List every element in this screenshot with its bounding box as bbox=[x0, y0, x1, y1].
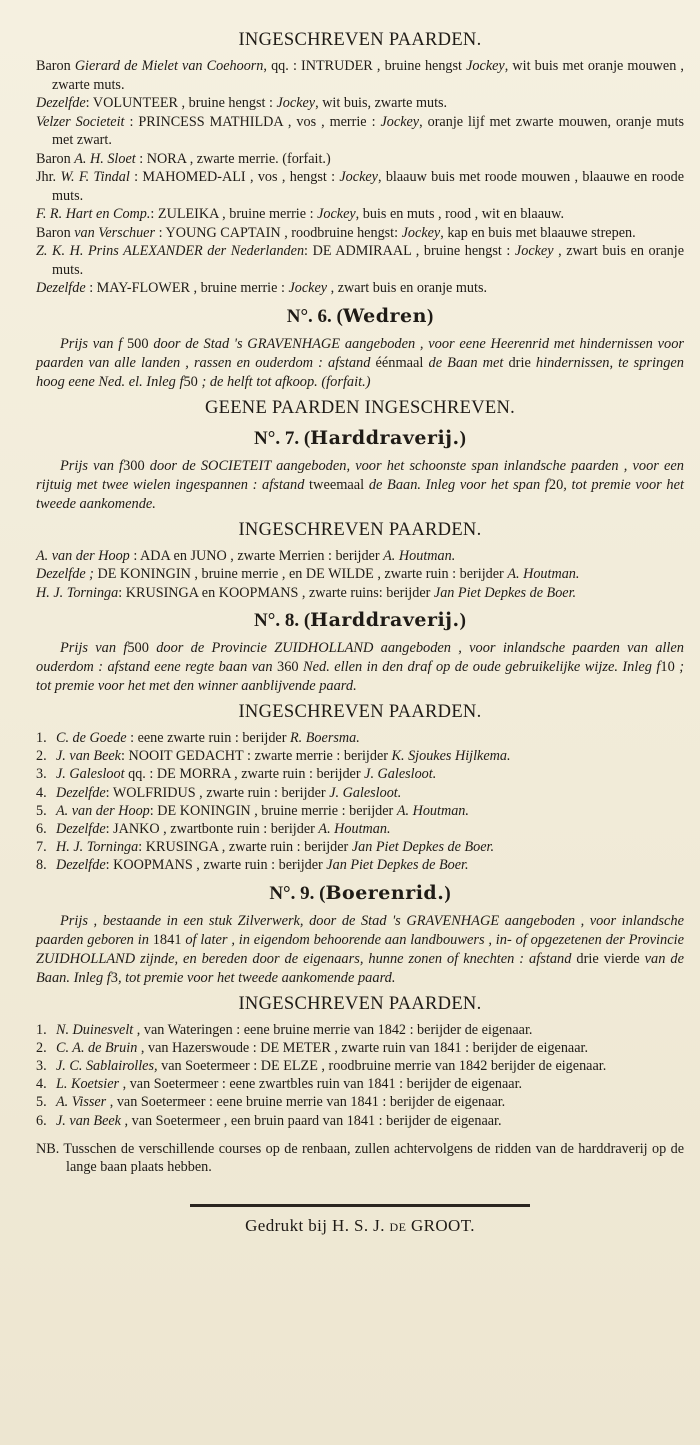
list-item: 5. A. van der Hoop: DE KONINGIN , bruine merrie : berijder A. Houtman. bbox=[36, 802, 469, 819]
race-6-description: Prijs van f 500 door de Stad 's GRAVENHAGE aangeboden , voor eene Heerenrid met hindernissen voor paarden van alle landen , rassen en ouderdom : afstand éénmaal de Baan met drie hindernissen, te springen hoog eene Ned. el. Inleg f50 ; de helft tot afkoop. (forfait.) bbox=[36, 335, 684, 390]
entry-row: Baron van Verschuer : YOUNG CAPTAIN , roodbruine hengst: Jockey, kap en buis met blaauwe strepen. bbox=[36, 224, 636, 241]
entries-list-race-5 bbox=[36, 57, 684, 298]
list-item: 4. L. Koetsier , van Soetermeer : eene zwartbles ruin van 1841 : berijder de eigenaar. bbox=[36, 1076, 523, 1093]
race-9-heading: N°. 9. (Boerenrid.) bbox=[269, 881, 451, 904]
divider-rule bbox=[190, 1204, 530, 1207]
race-7-heading: N°. 7. (Harddraverij.) bbox=[254, 426, 466, 449]
race-7-entries-heading: INGESCHREVEN PAARDEN. bbox=[238, 519, 482, 540]
race-8-heading: N°. 8. (Harddraverij.) bbox=[254, 609, 466, 631]
entry-row: Dezelfde ; DE KONINGIN , bruine merrie , en DE WILDE , zwarte ruin : berijder A. Houtman. bbox=[36, 566, 580, 582]
list-item: 6. J. van Beek , van Soetermeer , een bruin paard van 1841 : berijder de eigenaar. bbox=[36, 1112, 502, 1129]
entry-row: Z. K. H. Prins ALEXANDER der Nederlanden: DE ADMIRAAL , bruine hengst : Jockey , zwart buis en oranje muts. bbox=[36, 243, 684, 278]
race-9-description: Prijs , bestaande in een stuk Zilverwerk, door de Stad 's GRAVENHAGE aangeboden , voor inlandsche paarden geboren in 1841 of later , in eigendom behoorende aan landbouwers , in- of opgezetenen der Provincie ZUIDHOLLAND zijnde, en bereden door de eigenaars, hunne zonen of knechten : afstand drie vierde van de Baan. Inleg f3, tot premie voor het tweede aankomende paard. bbox=[36, 912, 685, 986]
race-8-entries-heading: INGESCHREVEN PAARDEN. bbox=[238, 702, 482, 722]
race-6-none-heading: GEENE PAARDEN INGESCHREVEN. bbox=[204, 397, 516, 418]
list-item: 3. J. Galesloot qq. : DE MORRA , zwarte ruin : berijder J. Galesloot. bbox=[36, 766, 437, 783]
entry-row: F. R. Hart en Comp.: ZULEIKA , bruine merrie : Jockey, buis en muts , rood , wit en blaauw. bbox=[36, 206, 564, 222]
entry-row: A. van der Hoop : ADA en JUNO , zwarte Merrien : berijder A. Houtman. bbox=[36, 547, 456, 564]
nb-note: NB. Tusschen de verschillende courses op de renbaan, zullen achtervolgens de ridden van de harddraverij op de lange baan plaats hebben. bbox=[36, 1140, 684, 1176]
race-7-description: Prijs van f300 door de SOCIETEIT aangeboden, voor het schoonste span inlandsche paarden , voor een rijtuig met twee wielen ingespannen : afstand tweemaal de Baan. Inleg voor het span f20, tot premie voor het tweede aankomende. bbox=[36, 457, 684, 512]
section-heading-entries: INGESCHREVEN PAARDEN. bbox=[238, 30, 482, 50]
list-item: 2. J. van Beek: NOOIT GEDACHT : zwarte merrie : berijder K. Sjoukes Hijlkema. bbox=[36, 748, 511, 765]
list-item: 3. J. C. Sablairolles, van Soetermeer : DE ELZE , roodbruine merrie van 1842 berijder de eigenaar. bbox=[36, 1058, 607, 1075]
list-item: 1. C. de Goede : eene zwarte ruin : berijder R. Boersma. bbox=[36, 730, 360, 746]
list-item: 6. Dezelfde: JANKO , zwartbonte ruin : berijder A. Houtman. bbox=[36, 821, 391, 838]
race-8-entries bbox=[36, 729, 684, 875]
list-item: 4. Dezelfde: WOLFRIDUS , zwarte ruin : berijder J. Galesloot. bbox=[36, 784, 402, 801]
list-item: 2. C. A. de Bruin , van Hazerswoude : DE METER , zwarte ruin van 1841 : berijder de eigenaar. bbox=[36, 1039, 589, 1056]
race-7-entries bbox=[36, 547, 684, 603]
entry-row: Baron A. H. Sloet : NORA , zwarte merrie. (forfait.) bbox=[36, 150, 331, 167]
entry-row: Velzer Societeit : PRINCESS MATHILDA , vos , merrie : Jockey, oranje lijf met zwarte mouwen, oranje muts met zwart. bbox=[36, 113, 684, 148]
race-9-entries-heading: INGESCHREVEN PAARDEN. bbox=[238, 993, 482, 1014]
entry-row: Dezelfde: VOLUNTEER , bruine hengst : Jockey, wit buis, zwarte muts. bbox=[36, 95, 448, 111]
entry-row: Jhr. W. F. Tindal : MAHOMED-ALI , vos , hengst : Jockey, blaauw buis met roode mouwen , blaauwe en roode muts. bbox=[36, 169, 684, 204]
race-6-heading: N°. 6. (Wedren) bbox=[286, 304, 434, 327]
race-9-entries bbox=[36, 1021, 684, 1130]
list-item: 5. A. Visser , van Soetermeer : eene bruine merrie van 1841 : berijder de eigenaar. bbox=[36, 1094, 506, 1111]
entry-row: Baron Gierard de Mielet van Coehoorn, qq. : INTRUDER , bruine hengst Jockey, wit buis met oranje mouwen , zwarte muts. bbox=[36, 58, 684, 93]
list-item: 7. H. J. Torninga: KRUSINGA , zwarte ruin : berijder Jan Piet Depkes de Boer. bbox=[36, 839, 495, 856]
printer-credit: Gedrukt bij H. S. J. de GROOT. bbox=[245, 1215, 475, 1235]
entry-row: H. J. Torninga: KRUSINGA en KOOPMANS , zwarte ruins: berijder Jan Piet Depkes de Boer. bbox=[36, 584, 577, 601]
list-item: 1. N. Duinesvelt , van Wateringen : eene bruine merrie van 1842 : berijder de eigenaar. bbox=[36, 1021, 533, 1038]
list-item: 8. Dezelfde: KOOPMANS , zwarte ruin : berijder Jan Piet Depkes de Boer. bbox=[36, 857, 469, 874]
entry-row: Dezelfde : MAY-FLOWER , bruine merrie : Jockey , zwart buis en oranje muts. bbox=[36, 280, 488, 296]
race-8-description: Prijs van f500 door de Provincie ZUIDHOLLAND aangeboden , voor inlandsche paarden van allen ouderdom : afstand eene regte baan van 360 Ned. ellen in den draf op de oude gebruikelijke wijze. Inleg f10 ; tot premie voor het met den winner aanblijvende paard. bbox=[36, 640, 684, 694]
